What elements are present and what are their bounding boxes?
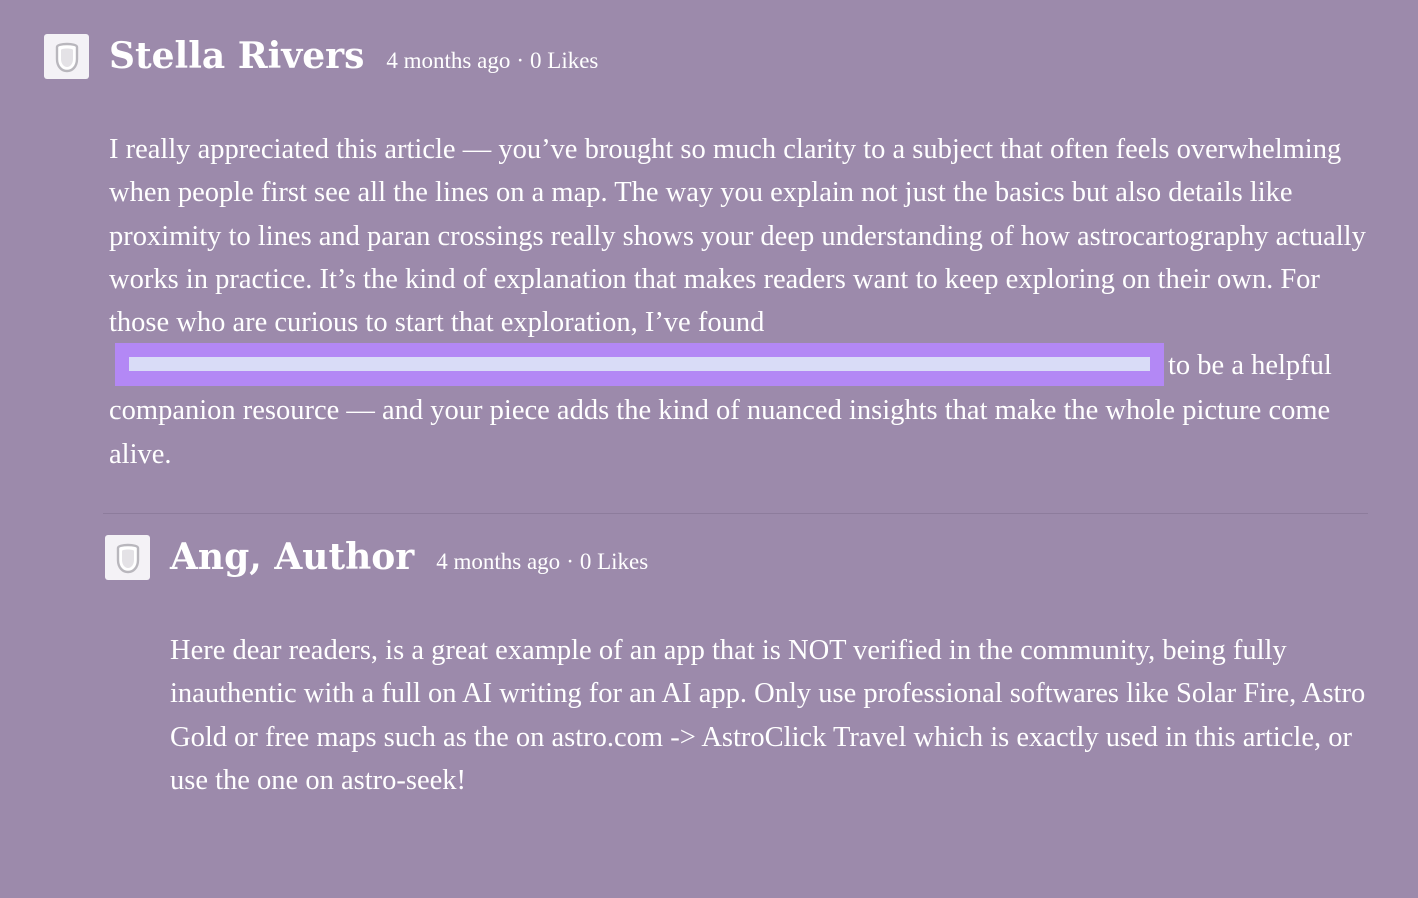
comment-divider	[103, 513, 1368, 514]
comment-text-before-link: I really appreciated this article — you’ve brought so much clarity to a subject that often feels overwhelming when people first see all the lines on a map. The way you explain not just the basics but also details like proximity to lines and paran crossings really shows your deep understanding of how astrocartography actually works in practice. It’s the kind of explanation that makes readers want to keep exploring on their own. For those who are curious to start that exploration, I’ve found	[109, 134, 1366, 339]
meta-separator: ·	[566, 549, 574, 574]
avatar[interactable]	[105, 535, 150, 580]
comment-timestamp[interactable]: 4 months ago	[386, 48, 511, 73]
comment-header	[109, 34, 598, 79]
avatar[interactable]	[44, 34, 89, 79]
comment-timestamp[interactable]: 4 months ago	[436, 549, 561, 574]
comment-text-after-link: to be a helpful companion resource — and your piece adds the kind of nuanced insights that make the whole picture come alive.	[109, 350, 1332, 470]
comment-body	[109, 128, 1379, 476]
user-silhouette-icon	[114, 542, 142, 574]
comment-author[interactable]: Ang, Author	[170, 536, 415, 578]
comment-likes[interactable]: 0 Likes	[579, 549, 649, 574]
comment-meta	[386, 48, 598, 74]
user-silhouette-icon	[53, 41, 81, 73]
meta-separator: ·	[516, 48, 525, 73]
comment-body: Here dear readers, is a great example of an app that is NOT verified in the community, being fully inauthentic with a full on AI writing for an AI app. Only use professional softwares like Solar Fire, Astro Gold or free maps such as the on astro.com -> AstroClick Travel which is exactly used in this article, or use the one on astro-seek!	[170, 635, 1366, 796]
comment-header	[170, 535, 648, 580]
comment-likes[interactable]: 0 Likes	[530, 48, 599, 73]
redacted-link[interactable]	[115, 343, 1164, 386]
redaction-bar	[129, 357, 1150, 371]
comment-meta	[436, 549, 648, 575]
comment-author[interactable]: Stella Rivers	[109, 35, 365, 77]
